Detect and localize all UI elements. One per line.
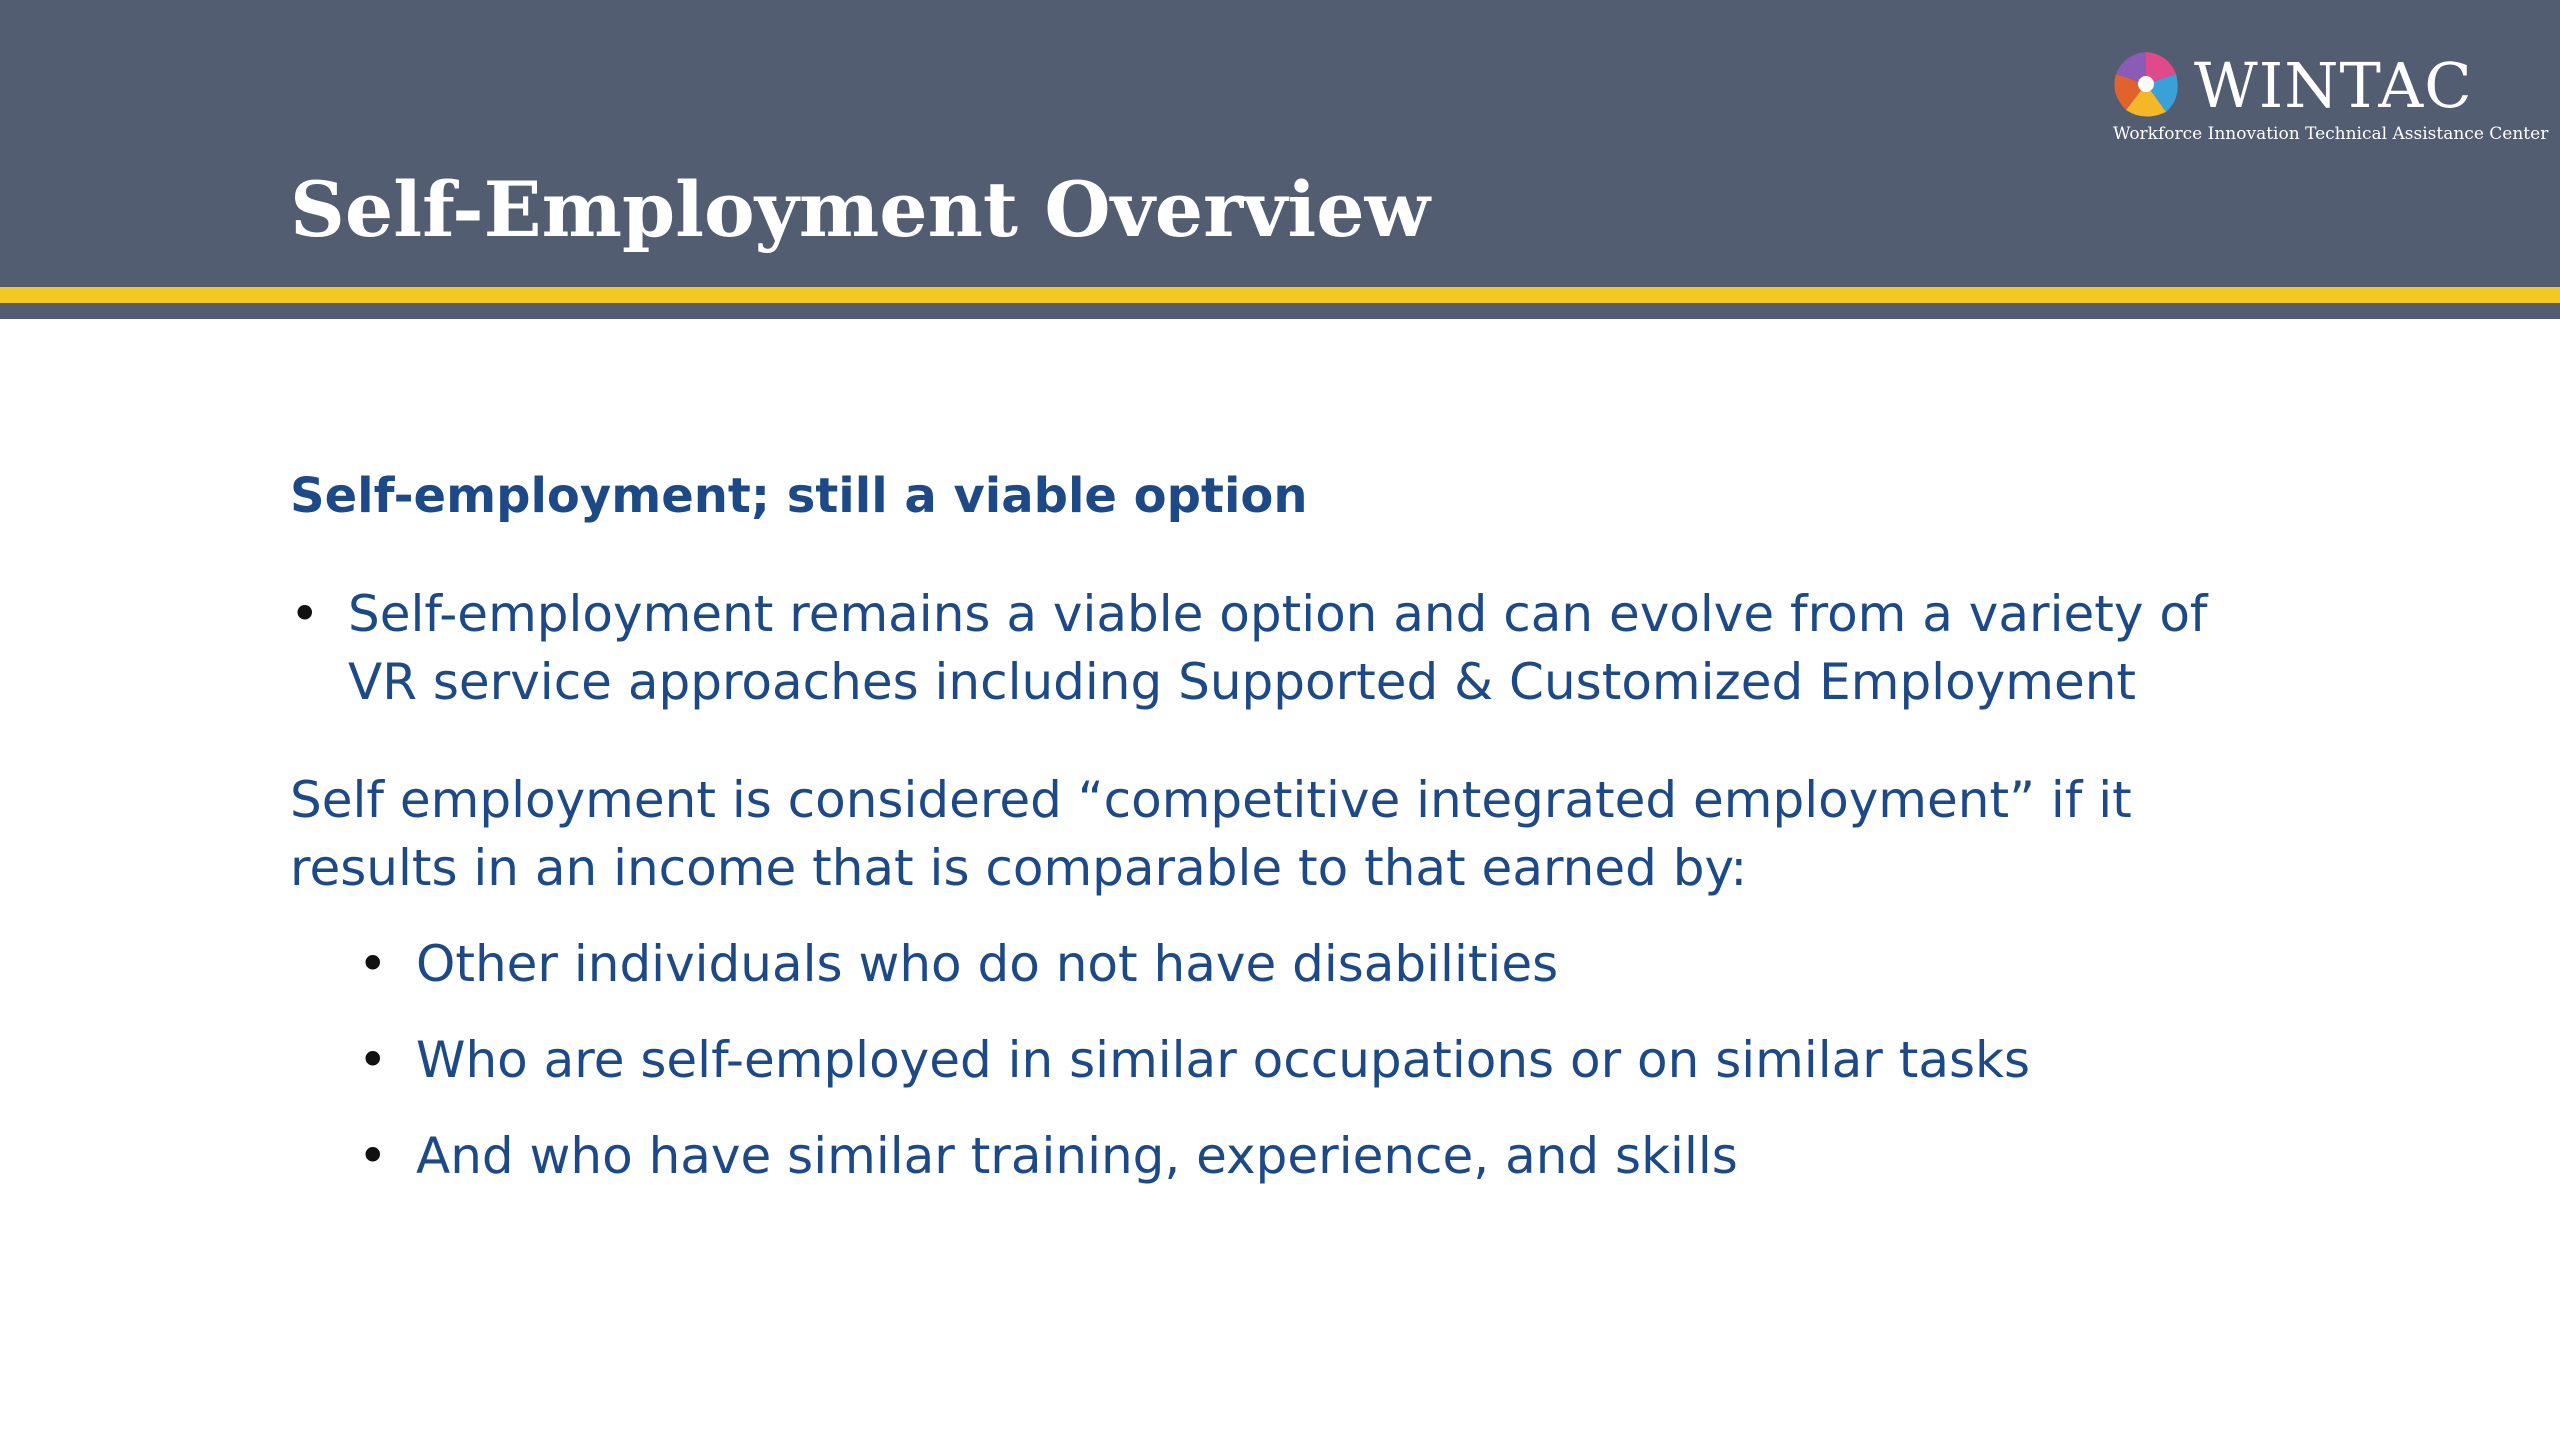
- paragraph-line: Self employment is considered “competitive integrated employment” if it: [290, 771, 2132, 829]
- bullet-item: [290, 580, 2290, 716]
- bullet-marker: •: [358, 1031, 388, 1089]
- bullet-marker: •: [358, 1127, 388, 1185]
- pinwheel-logo-icon: [2110, 48, 2182, 120]
- header-bottom-stripe: [0, 303, 2560, 319]
- sub-bullet-text: Who are self-employed in similar occupations or on similar tasks: [416, 1031, 2031, 1089]
- bullet-text-line: Self-employment remains a viable option and can evolve from a variety of: [348, 585, 2208, 643]
- sub-bullet-item: [358, 1026, 2258, 1094]
- logo-wordmark: WINTAC: [2194, 49, 2473, 122]
- sub-bullet-text: Other individuals who do not have disabilities: [416, 935, 1559, 993]
- subheading: Self-employment; still a viable option: [290, 468, 1308, 524]
- bullet-marker: •: [290, 585, 320, 643]
- slide-title: Self-Employment Overview: [290, 165, 1430, 254]
- wintac-logo: [2110, 46, 2549, 156]
- accent-stripe: [0, 287, 2560, 303]
- sub-bullet-text: And who have similar training, experience, and skills: [416, 1127, 1738, 1185]
- bullet-marker: •: [358, 935, 388, 993]
- sub-bullet-item: [358, 930, 2258, 998]
- sub-bullet-item: [358, 1122, 2258, 1190]
- bullet-text-line: VR service approaches including Supported & Customized Employment: [348, 653, 2137, 711]
- paragraph-line: results in an income that is comparable to that earned by:: [290, 839, 1748, 897]
- logo-tagline: Workforce Innovation Technical Assistance Center: [2113, 124, 2549, 144]
